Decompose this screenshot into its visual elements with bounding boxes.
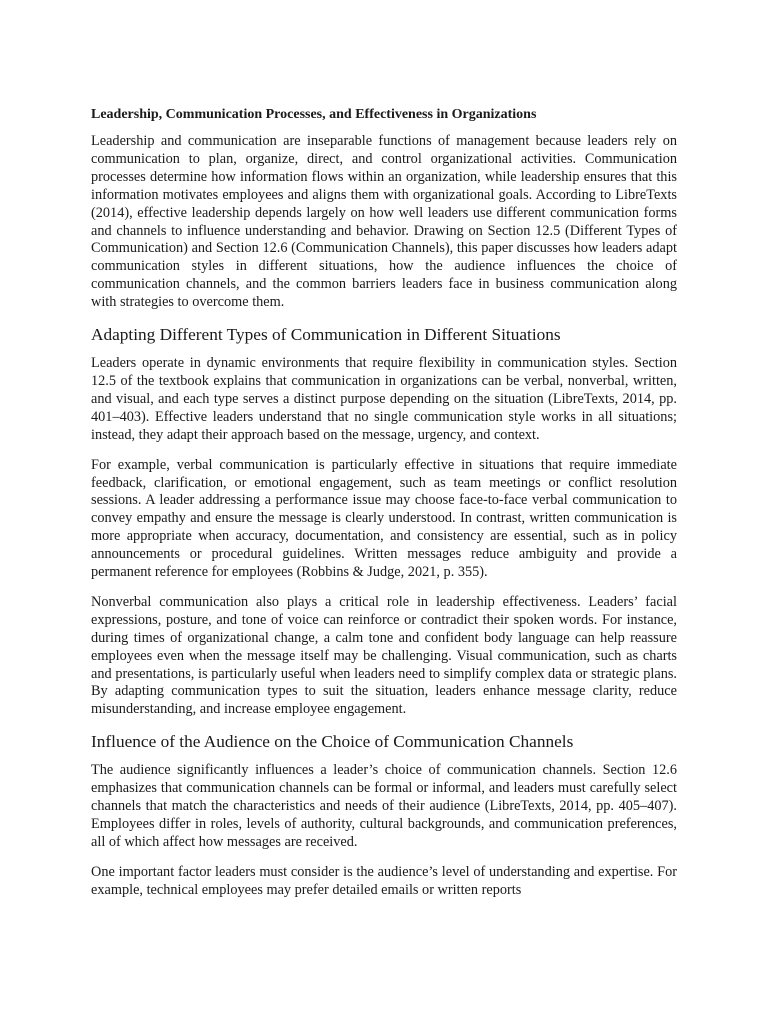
- document-page: [91, 106, 677, 912]
- document-title: Leadership, Communication Processes, and Effectiveness in Organizations: [91, 107, 537, 122]
- section-heading-adapting: Adapting Different Types of Communication in Different Situations: [91, 325, 561, 345]
- body-paragraph: One important factor leaders must consider is the audience’s level of understanding and expertise. For example, technical employees may prefer detailed emails or written reports: [91, 863, 677, 898]
- body-paragraph: Leaders operate in dynamic environments that require flexibility in communication styles. Section 12.5 of the textbook explains that communication in organizations can be verbal, nonverbal, written, and visual, and each type serves a distinct purpose depending on the situation (LibreTexts, 2014, pp. 401–403). Effective leaders understand that no single communication style works in all situations; instead, they adapt their approach based on the message, urgency, and context.: [91, 355, 677, 443]
- body-paragraph: For example, verbal communication is particularly effective in situations that require immediate feedback, clarification, or emotional engagement, such as team meetings or conflict resolution sessions. A leader addressing a performance issue may choose face-to-face verbal communication to convey empathy and ensure the message is clearly understood. In contrast, written communication is more appropriate when accuracy, documentation, and consistency are essential, such as in policy announcements or procedural guidelines. Written messages reduce ambiguity and provide a permanent reference for employees (Robbins & Judge, 2021, p. 355).: [91, 456, 677, 581]
- body-paragraph: Nonverbal communication also plays a critical role in leadership effectiveness. Leaders’ facial expressions, posture, and tone of voice can reinforce or contradict their spoken words. For instance, during times of organizational change, a calm tone and confident body language can help reassure employees even when the message itself may be challenging. Visual communication, such as charts and presentations, is particularly useful when leaders need to simplify complex data or strategic plans. By adapting communication types to suit the situation, leaders enhance message clarity, reduce misunderstanding, and increase employee engagement.: [91, 593, 677, 718]
- body-paragraph: The audience significantly influences a leader’s choice of communication channels. Section 12.6 emphasizes that communication channels can be formal or informal, and leaders must carefully select channels that match the characteristics and needs of their audience (LibreTexts, 2014, pp. 405–407). Employees differ in roles, levels of authority, cultural backgrounds, and communication preferences, all of which affect how messages are received.: [91, 762, 677, 850]
- section-heading-audience: Influence of the Audience on the Choice of Communication Channels: [91, 732, 574, 752]
- intro-paragraph: Leadership and communication are inseparable functions of management because leaders rely on communication to plan, organize, direct, and control organizational activities. Communication processes determine how information flows within an organization, while leadership ensures that this information motivates employees and aligns them with organizational goals. According to LibreTexts (2014), effective leadership depends largely on how well leaders use different communication forms and channels to influence understanding and behavior. Drawing on Section 12.5 (Different Types of Communication) and Section 12.6 (Communication Channels), this paper discusses how leaders adapt communication styles in different situations, how the audience influences the choice of communication channels, and the common barriers leaders face in business communication along with strategies to overcome them.: [91, 133, 677, 311]
